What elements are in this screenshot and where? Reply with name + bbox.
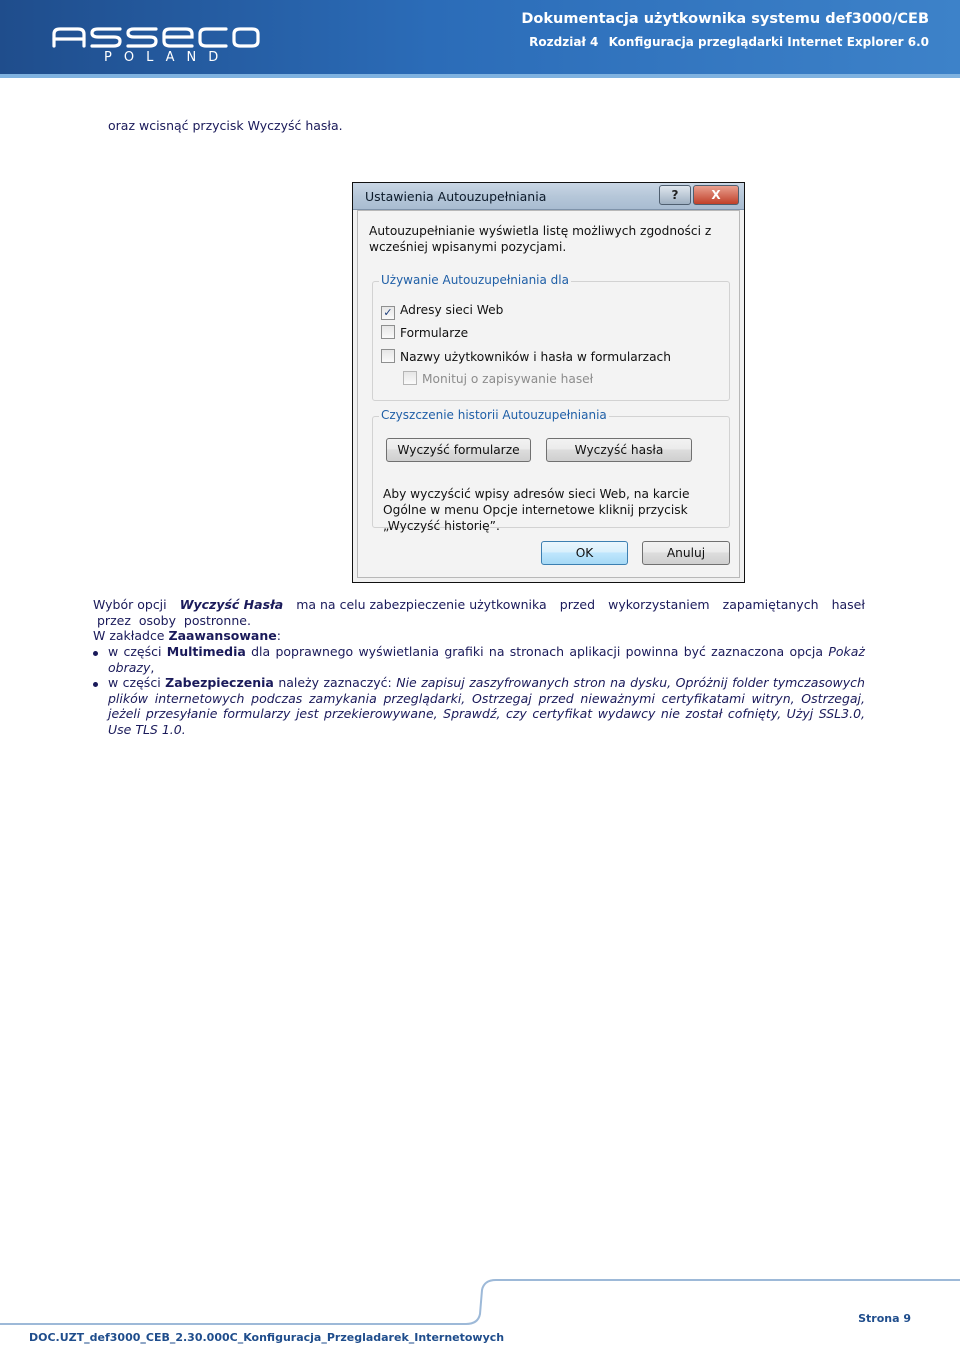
bullet-icon [93,682,98,687]
checkbox-usernames-passwords[interactable] [381,349,671,364]
clear-history-group [372,408,730,533]
note-line-3: „Wyczyść historię”. [383,519,500,533]
checkbox-label: Nazwy użytkowników i hasła w formularzach [400,350,671,364]
checkbox-label: Formularze [400,326,469,340]
group-label-usage: Używanie Autouzupełniania dla [381,273,569,287]
chapter-line [523,35,929,49]
clear-forms-button[interactable]: Wyczyść formularze [386,438,531,462]
note-line-1: Aby wyczyścić wpisy adresów sieci Web, na karcie [383,487,690,501]
clear-history-note [383,486,690,534]
page-number: Strona 9 [858,1312,911,1325]
paragraph-line-1 [93,597,865,613]
group-label-clear: Czyszczenie historii Autouzupełniania [381,408,607,422]
autocomplete-settings-dialog [352,182,745,583]
text-run: dla poprawnego wyświetlania grafiki na stronach aplikacji powinna być zaznaczona opcja [251,644,824,659]
text-run: Wybór opcji [93,597,167,612]
checkbox-forms[interactable] [381,325,468,340]
text-run: przed [559,597,596,612]
text-run: w części [108,644,162,659]
close-button[interactable]: X [693,185,739,205]
section-name: Multimedia [166,644,246,659]
ok-button[interactable]: OK [541,541,628,565]
checkbox-checked-icon[interactable]: ✓ [381,306,395,320]
dialog-description [369,223,711,255]
text-run: ma na celu zabezpieczenie użytkownika [296,597,547,612]
chapter-number: Rozdział 4 [529,35,599,49]
section-name: Zabezpieczenia [165,675,274,690]
text-run: W zakładce [93,628,165,643]
bullet-icon [93,651,98,656]
text-run: w części [108,675,161,690]
text-run: wykorzystaniem [608,597,710,612]
cancel-button[interactable]: Anuluj [642,541,730,565]
text-run: , [150,659,155,675]
option-list: Nie zapisuj zaszyfrowanych stron na dysku, Opróżnij folder tymczasowych plików internetowych podczas zamykania przeglądarki, Ostrzegaj przed nieważnymi certyfikatami witryn, Ostrzegaj, jeżeli przesyłanie formularzy jest przekierowywane, Sprawdź, czy certyfikat wydawcy nie został cofnięty, Użyj SSL3.0, Use TLS 1.0. [108,675,865,737]
checkbox-unchecked-icon[interactable] [381,325,395,339]
checkbox-label: Adresy sieci Web [400,303,504,317]
option-name: Wyczyść Hasła [179,597,284,612]
bullet-text [108,644,865,675]
page-header [0,0,960,78]
bullet-text [108,675,865,737]
description-line-1: Autouzupełnianie wyświetla listę możliwych zgodności z [369,224,712,238]
use-autocomplete-group [372,273,730,401]
brand-poland: POLAND [104,50,231,65]
text-run: zapamiętanych [722,597,819,612]
document-id: DOC.UZT_def3000_CEB_2.30.000C_Konfiguracja_Przegladarek_Internetowych [29,1331,505,1344]
text-run: należy zaznaczyć: [278,675,392,690]
checkbox-label: Monituj o zapisywanie haseł [422,372,594,386]
checkbox-web-addresses[interactable] [381,303,503,320]
text-run: : [276,628,281,643]
option-name: Pokaż obrazy [108,644,865,675]
bullet-security [93,675,865,737]
clear-passwords-button[interactable]: Wyczyść hasła [546,438,692,462]
dialog-body [357,210,740,578]
chapter-title: Konfiguracja przeglądarki Internet Explorer 6.0 [608,35,929,49]
paragraph-clear-passwords [93,597,865,628]
dialog-titlebar [353,183,744,210]
text-run: haseł [831,597,865,612]
note-line-2: Ogólne w menu Opcje internetowe kliknij przycisk [383,503,688,517]
checkbox-unchecked-icon[interactable] [381,349,395,363]
checkbox-prompt-save-passwords[interactable] [403,371,593,386]
paragraph-advanced-tab [93,628,865,644]
bullet-multimedia [93,644,865,675]
paragraph-line-2: przez osoby postronne. [97,612,251,628]
help-button[interactable]: ? [659,185,691,205]
dialog-title: Ustawienia Autouzupełniania [365,189,547,204]
checkbox-disabled-icon[interactable] [403,371,417,385]
footer-divider [0,1276,960,1336]
intro-text: oraz wcisnąć przycisk Wyczyść hasła. [108,118,343,133]
tab-name: Zaawansowane [168,628,277,643]
description-line-2: wcześniej wpisanymi pozycjami. [369,240,567,254]
document-title: Dokumentacja użytkownika systemu def3000/CEB [521,11,929,27]
